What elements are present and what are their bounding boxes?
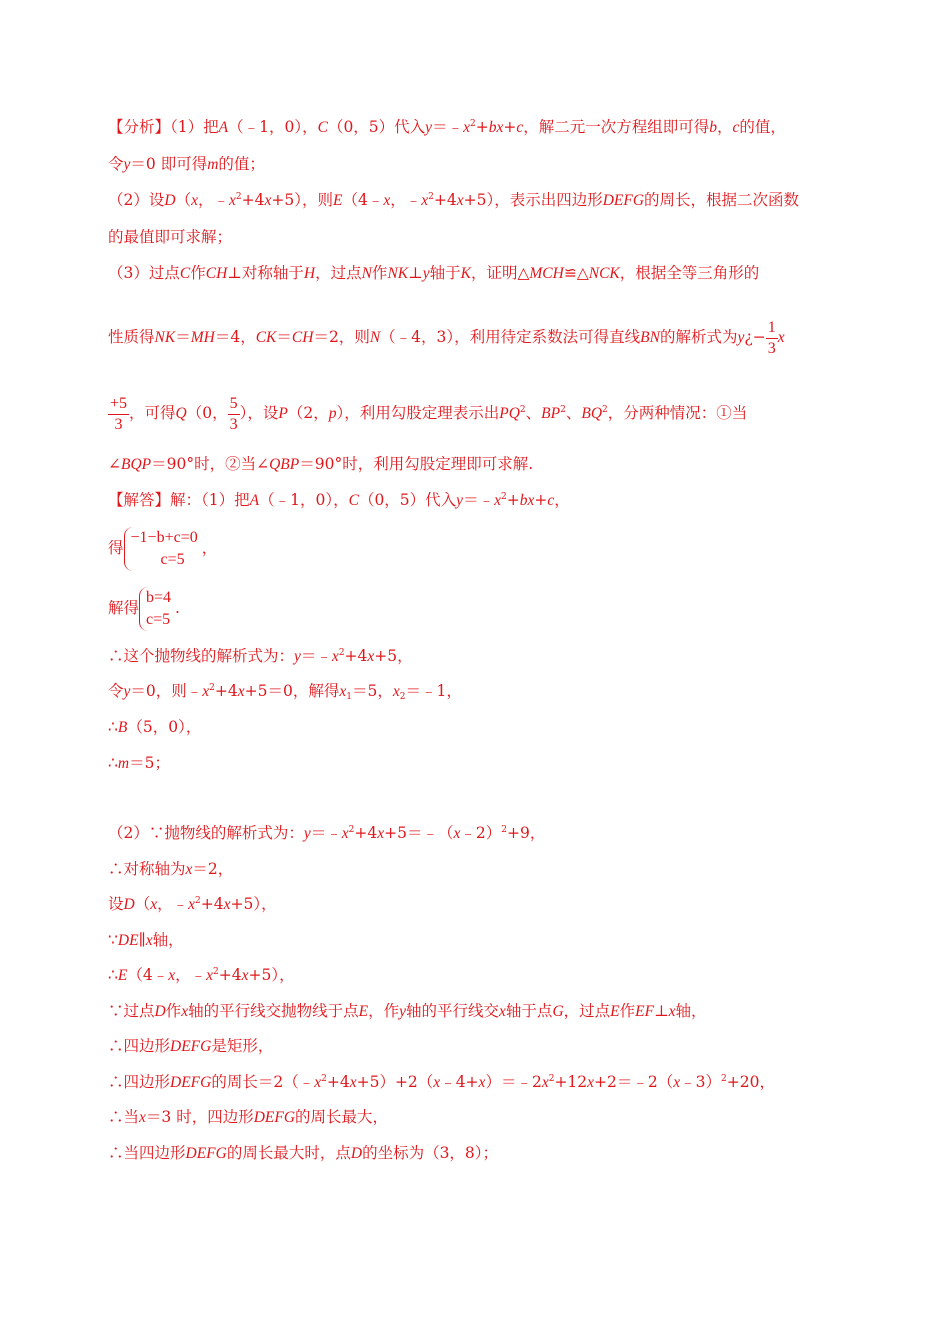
analysis-line-2: 令y＝0 即可得m的值；	[108, 155, 265, 173]
solution-system-1-line: 得 −1−b+c=0 c=5 ，	[108, 524, 217, 572]
solution-max-line: ∴当x＝3 时，四边形DEFG的周长最大，	[108, 1108, 389, 1126]
analysis-line-5: （3）过点C作CH⊥对称轴于H，过点N作NK⊥y轴于K，证明△MCH≌△NCK，根据全等三角形的	[108, 264, 760, 282]
solution-axis-line: ∴对称轴为x＝2，	[108, 860, 234, 878]
solution-E-line: ∴E（4﹣x，$﹣x^2+4x+5$），	[108, 966, 295, 984]
solution-rect-line: ∴四边形DEFG是矩形，	[108, 1037, 274, 1055]
solution-heading: 【解答】	[108, 491, 171, 509]
solution-B-line: ∴B（5，0），	[108, 718, 202, 736]
solution-perimeter-line: ∴四边形DEFG的周长$=2(﹣x^2+4x+5)+2(x﹣4+x)=﹣2x^2+12x+2=﹣2(x﹣3)^2+20$，	[108, 1073, 775, 1091]
analysis-heading: 【分析】	[108, 118, 171, 136]
fraction-plus-five-thirds: $\frac{+5}{3}$	[110, 394, 128, 433]
solution-setD-line: 设D（x，$﹣x^2+4x+5$），	[108, 895, 277, 913]
analysis-line-8: ∠BQP＝90°时，②当∠QBP＝90°时，利用勾股定理即可求解.	[108, 455, 534, 473]
equation-system-2: b=4 c=5	[139, 587, 175, 631]
solution-m-line: ∴m＝5；	[108, 754, 170, 772]
analysis-line-4: 的最值即可求解；	[108, 228, 233, 246]
analysis-line-7: $\frac{+5}{3}$ ，可得Q（0， $\frac{5}{3}$ ），设P（2，p），利用勾股定理表示出$PQ^2$、$BP^2$、$BQ^2$，分两种情况：①当	[110, 394, 748, 433]
solution-parallel-line: ∵DE∥x轴，	[108, 931, 184, 949]
analysis-line-6: 性质得NK＝MH＝4，CK＝CH＝2，则N（﹣4，3），利用待定系数法可得直线BN的解析式为y¿− $\frac{1}{3}$ x	[108, 318, 785, 357]
analysis-line-3: （2）设D（x，$﹣x^2+4x+5$），则E（4﹣x，$﹣x^2+4x+5$），表示出四边形DEFG的周长，根据二次函数	[108, 191, 800, 209]
fraction-one-third: $\frac{1}{3}$	[767, 318, 776, 357]
solution-system-2-line: 解得 b=4 c=5 .	[108, 584, 180, 632]
solution-parabola-line: ∴这个抛物线的解析式为：$y=﹣x^2+4x+5$，	[108, 647, 413, 665]
solution-through-line: ∵过点D作x轴的平行线交抛物线于点E，作y轴的平行线交x轴于点G，过点E作EF⊥x轴，	[108, 1002, 707, 1020]
equation-system-1: −1−b+c=0 c=5	[124, 527, 202, 571]
solution-line-1: 【解答】解：（1）把A（﹣1，0），C（0，5）代入$y=﹣x^2+bx+c$，	[108, 491, 570, 509]
solution-zero-line: 令y＝0，则$﹣x^2+4x+5=0$，解得$x_1=5$，$x_2=﹣1$，	[108, 682, 462, 702]
solution-final-line: ∴当四边形DEFG的周长最大时，点D的坐标为（3，8）；	[108, 1144, 499, 1162]
analysis-line-1: 【分析】（1）把A（﹣1，0），C（0，5）代入$y=﹣x^2+bx+c$，解二元一次方程组即可得b，c的值，	[108, 118, 786, 136]
fraction-five-thirds: $\frac{5}{3}$	[229, 394, 238, 433]
solution-part2-line: （2）∵抛物线的解析式为：$y=﹣x^2+4x+5=﹣(x﹣2)^2+9$，	[108, 824, 546, 842]
